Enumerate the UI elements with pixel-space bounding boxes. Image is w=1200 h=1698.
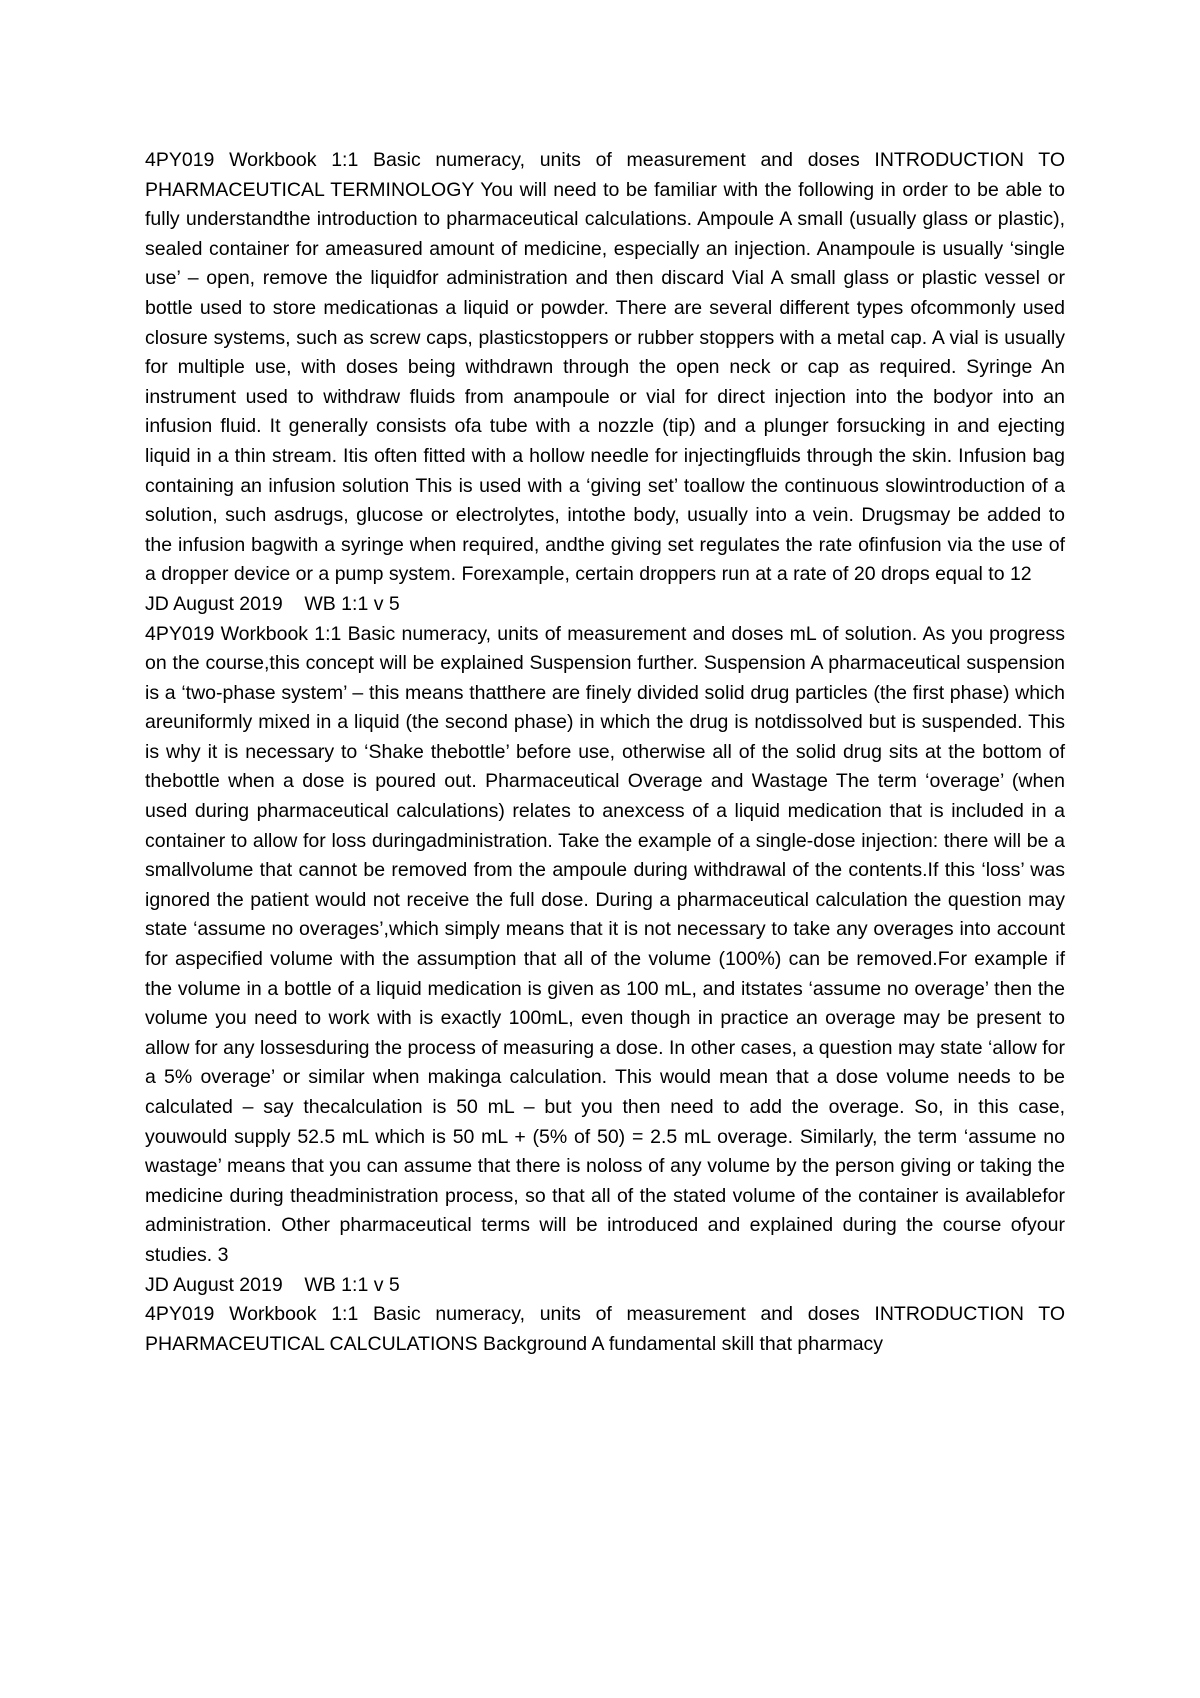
text-block-suspension-overage: 4PY019 Workbook 1:1 Basic numeracy, units of measurement and doses mL of solution. As you progress on the course,this concept will be explained Suspension further. Suspension A pharmaceutical suspension is a ‘two-phase system’ – this means thatthere are finely divided solid drug particles (the first phase) which areuniformly mixed in a liquid (the second phase) in which the drug is notdissolved but is suspended. This is why it is necessary to ‘Shake thebottle’ before use, otherwise all of the solid drug sits at the bottom of thebottle when a dose is poured out. Pharmaceutical Overage and Wastage The term ‘overage’ (when used during pharmaceutical calculations) relates to anexcess of a liquid medication that is included in a container to allow for loss duringadministration. Take the example of a single-dose injection: there will be a smallvolume that cannot be removed from the ampoule during withdrawal of the contents.If this ‘loss’ was ignored the patient would not receive the full dose. During a pharmaceutical calculation the question may state ‘assume no overages’,which simply means that it is not necessary to take any overages into account for aspecified volume with the assumption that all of the volume (100%) can be removed.For example if the volume in a bottle of a liquid medication is given as 100 mL, and itstates ‘assume no overage’ then the volume you need to work with is exactly 100mL, even though in practice an overage may be present to allow for any lossesduring the process of measuring a dose. In other cases, a question may state ‘allow for a 5% overage’ or similar when makinga calculation. This would mean that a dose volume needs to be calculated – say thecalculation is 50 mL – but you then need to add the overage. So, in this case, youwould supply 52.5 mL which is 50 mL + (5% of 50) = 2.5 mL overage. Similarly, the term ‘assume no wastage’ means that you can assume that there is noloss of any volume by the person giving or taking the medicine during theadministration process, so that all of the stated volume of the container is availablefor administration. Other pharmaceutical terms will be introduced and explained during the course ofyour studies. 3 (145, 622, 1065, 1266)
document-page (145, 146, 1065, 1359)
text-block-terminology: 4PY019 Workbook 1:1 Basic numeracy, units of measurement and doses INTRODUCTION TO PHARMACEUTICAL TERMINOLOGY You will need to be familiar with the following in order to be able to fully understandthe introduction to pharmaceutical calculations. Ampoule A small (usually glass or plastic), sealed container for ameasured amount of medicine, especially an injection. Anampoule is usually ‘single use’ – open, remove the liquidfor administration and then discard Vial A small glass or plastic vessel or bottle used to store medicationas a liquid or powder. There are several different types ofcommonly used closure systems, such as screw caps, plasticstoppers or rubber stoppers with a metal cap. A vial is usually for multiple use, with doses being withdrawn through the open neck or cap as required. Syringe An instrument used to withdraw fluids from anampoule or vial for direct injection into the bodyor into an infusion fluid. It generally consists ofa tube with a nozzle (tip) and a plunger forsucking in and ejecting liquid in a thin stream. Itis often fitted with a hollow needle for injectingfluids through the skin. Infusion bag containing an infusion solution This is used with a ‘giving set’ toallow the continuous slowintroduction of a solution, such asdrugs, glucose or electrolytes, intothe body, usually into a vein. Drugsmay be added to the infusion bagwith a syringe when required, andthe giving set regulates the rate ofinfusion via the use of a dropper device or a pump system. Forexample, certain droppers run at a rate of 20 drops equal to 12 (145, 149, 1065, 586)
page-footer: JD August 2019 WB 1:1 v 5 (145, 1273, 400, 1296)
page-footer: JD August 2019 WB 1:1 v 5 (145, 592, 400, 615)
text-block-calculations: 4PY019 Workbook 1:1 Basic numeracy, units of measurement and doses INTRODUCTION TO PHARMACEUTICAL CALCULATIONS Background A fundamental skill that pharmacy (145, 1303, 1065, 1355)
